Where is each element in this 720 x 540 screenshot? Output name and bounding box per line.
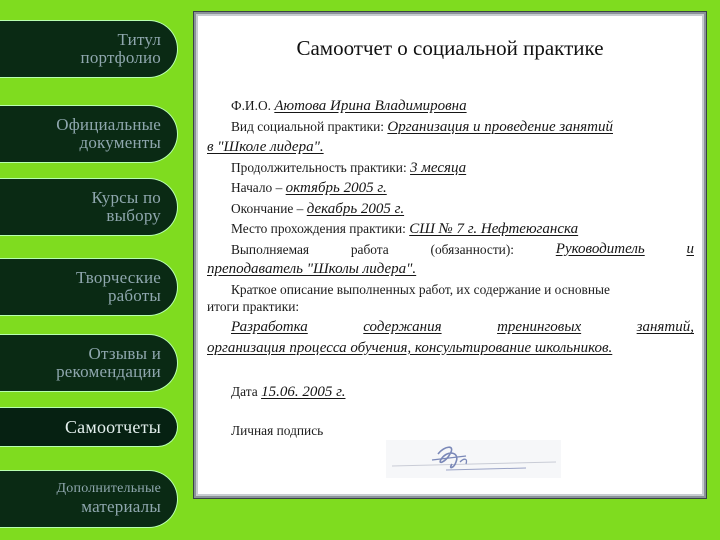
document-body bbox=[207, 96, 694, 440]
document-page bbox=[196, 14, 704, 496]
summary-label-row-2 bbox=[207, 299, 694, 315]
nav-label: Титул портфолио bbox=[80, 30, 161, 67]
date-row bbox=[207, 382, 694, 403]
document-frame bbox=[193, 11, 707, 499]
summary-value-word: тренинговых bbox=[497, 319, 582, 335]
spacer bbox=[207, 358, 694, 382]
work-value-word: и bbox=[686, 240, 694, 257]
work-label-word: работа bbox=[350, 241, 389, 257]
summary-value-cont: организация процесса обучения, консультирование школьников. bbox=[207, 339, 613, 356]
nav-reviews[interactable] bbox=[0, 334, 178, 392]
nav-label bbox=[57, 480, 161, 518]
end-value: декабрь 2005 г. bbox=[306, 200, 405, 217]
work-value-word: Руководитель bbox=[555, 240, 645, 257]
spacer bbox=[207, 403, 694, 421]
place-row bbox=[207, 219, 694, 240]
start-value: октябрь 2005 г. bbox=[285, 180, 387, 196]
nav-label: Отзывы и рекомендации bbox=[56, 344, 161, 381]
page-title: Самоотчет о социальной практике bbox=[296, 36, 604, 60]
nav-official-documents[interactable] bbox=[0, 105, 178, 163]
end-row bbox=[207, 199, 694, 220]
summary-label-row bbox=[207, 280, 694, 300]
duration-label: Продолжительность практики: bbox=[231, 159, 407, 175]
nav-title-portfolio[interactable] bbox=[0, 20, 178, 78]
fio-row bbox=[207, 96, 694, 117]
signature-image bbox=[386, 432, 561, 482]
start-label: Начало – bbox=[231, 180, 283, 195]
work-row-2 bbox=[207, 259, 694, 280]
work-label-word: Выполняемая bbox=[231, 241, 310, 257]
work-label-word: (обязанности): bbox=[430, 241, 515, 257]
sidebar bbox=[0, 0, 180, 540]
duration-row bbox=[207, 158, 694, 179]
summary-value-row bbox=[207, 315, 694, 338]
work-value-cont: преподаватель "Школы лидера". bbox=[207, 261, 417, 277]
fio-value: Аютова Ирина Владимировна bbox=[274, 98, 467, 114]
nav-self-reports[interactable] bbox=[0, 407, 178, 447]
duration-value: 3 месяца bbox=[410, 159, 467, 176]
summary-value-word: содержания bbox=[363, 319, 442, 335]
nav-label: Самоотчеты bbox=[64, 417, 161, 437]
nav-additional-materials[interactable] bbox=[0, 470, 178, 528]
summary-value-word: занятий, bbox=[636, 319, 694, 335]
place-value: СШ № 7 г. Нефтеюганска bbox=[409, 221, 579, 237]
summary-label-cont: итоги практики: bbox=[207, 299, 300, 314]
practice-type-value: Организация и проведение занятий bbox=[387, 118, 613, 135]
end-label: Окончание – bbox=[231, 200, 304, 216]
summary-value-word: Разработка bbox=[231, 319, 308, 335]
summary-value-row-2 bbox=[207, 338, 694, 359]
nav-elective-courses[interactable] bbox=[0, 178, 178, 236]
nav-label: Творческие работы bbox=[76, 268, 161, 305]
nav-label-line2: материалы bbox=[81, 497, 161, 516]
work-row bbox=[207, 240, 694, 260]
signature-label: Личная подпись bbox=[231, 422, 324, 438]
nav-creative-works[interactable] bbox=[0, 258, 178, 316]
date-value: 15.06. 2005 г. bbox=[261, 384, 346, 400]
start-row bbox=[207, 178, 694, 199]
nav-label: Официальные документы bbox=[56, 115, 161, 152]
place-label: Место прохождения практики: bbox=[231, 221, 406, 236]
fio-label: Ф.И.О. bbox=[231, 98, 271, 113]
nav-label: Курсы по выбору bbox=[91, 188, 161, 225]
date-label: Дата bbox=[231, 384, 258, 399]
practice-type-row bbox=[207, 117, 694, 138]
practice-type-label: Вид социальной практики: bbox=[231, 118, 384, 134]
practice-type-row-2 bbox=[207, 137, 694, 158]
summary-label: Краткое описание выполненных работ, их содержание и основные bbox=[231, 281, 610, 297]
nav-label-line1: Дополнительные bbox=[56, 481, 161, 496]
practice-type-value-cont: в "Школе лидера". bbox=[207, 139, 324, 155]
